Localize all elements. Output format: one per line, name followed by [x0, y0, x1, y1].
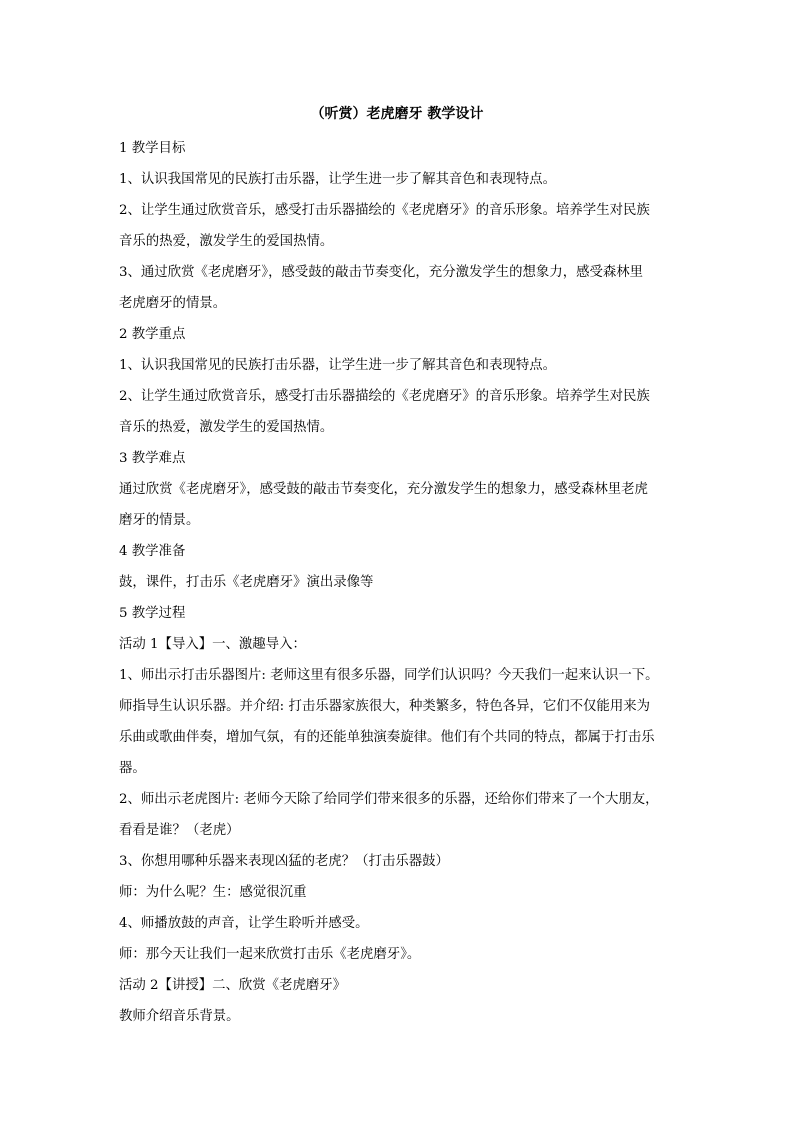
- paragraph-line: 音乐的热爱，激发学生的爱国热情。: [119, 234, 334, 249]
- document-title: （听赏）老虎磨牙 教学设计: [310, 106, 484, 122]
- paragraph-line: 老虎磨牙的情景。: [119, 296, 227, 311]
- section-heading-difficulties: 3 教学难点: [119, 451, 186, 466]
- section-heading-objectives: 1 教学目标: [119, 141, 186, 156]
- paragraph-line: 1、认识我国常见的民族打击乐器，让学生进一步了解其音色和表现特点。: [119, 172, 557, 187]
- paragraph-line: 师：那今天让我们一起来欣赏打击乐《老虎磨牙》。: [119, 947, 421, 962]
- paragraph-line: 1、认识我国常见的民族打击乐器，让学生进一步了解其音色和表现特点。: [119, 358, 557, 373]
- paragraph-line: 教师介绍音乐背景。: [119, 1009, 240, 1024]
- paragraph-line: 4、师播放鼓的声音，让学生聆听并感受。: [119, 916, 369, 931]
- paragraph-line: 1、师出示打击乐器图片: 老师这里有很多乐器，同学们认识吗？今天我们一起来认识一下。: [119, 668, 659, 683]
- paragraph-line: 磨牙的情景。: [119, 513, 200, 528]
- paragraph-line: 音乐的热爱，激发学生的爱国热情。: [119, 420, 334, 435]
- paragraph-line: 2、让学生通过欣赏音乐，感受打击乐器描绘的《老虎磨牙》的音乐形象。培养学生对民族: [119, 203, 650, 218]
- section-heading-key-points: 2 教学重点: [119, 327, 186, 342]
- paragraph-line: 通过欣赏《老虎磨牙》，感受鼓的敲击节奏变化，充分激发学生的想象力，感受森林里老虎: [119, 482, 648, 497]
- document-body: [119, 133, 679, 1032]
- paragraph-line: 乐曲或歌曲伴奏，增加气氛，有的还能单独演奏旋律。他们有个共同的特点，都属于打击乐: [119, 730, 655, 745]
- activity-heading: 活动 1【导入】一、激趣导入：: [119, 637, 306, 652]
- section-heading-process: 5 教学过程: [119, 606, 186, 621]
- paragraph-line: 器。: [119, 761, 146, 776]
- paragraph-line: 3、通过欣赏《老虎磨牙》，感受鼓的敲击节奏变化，充分激发学生的想象力，感受森林里: [119, 265, 644, 280]
- paragraph-line: 2、师出示老虎图片: 老师今天除了给同学们带来很多的乐器，还给你们带来了一个大朋友，: [119, 792, 659, 807]
- paragraph-line: 师指导生认识乐器。并介绍: 打击乐器家族很大，种类繁多，特色各异，它们不仅能用来为: [119, 699, 650, 714]
- paragraph-line: 师：为什么呢？生：感觉很沉重: [119, 885, 307, 900]
- paragraph-line: 鼓，课件，打击乐《老虎磨牙》演出录像等: [119, 575, 374, 590]
- paragraph-line: 2、让学生通过欣赏音乐，感受打击乐器描绘的《老虎磨牙》的音乐形象。培养学生对民族: [119, 389, 650, 404]
- paragraph-line: 3、你想用哪种乐器来表现凶猛的老虎？（打击乐器鼓）: [119, 854, 449, 869]
- activity-heading: 活动 2【讲授】二、欣赏《老虎磨牙》: [119, 978, 347, 993]
- paragraph-line: 看看是谁？（老虎）: [119, 823, 240, 838]
- section-heading-preparation: 4 教学准备: [119, 544, 186, 559]
